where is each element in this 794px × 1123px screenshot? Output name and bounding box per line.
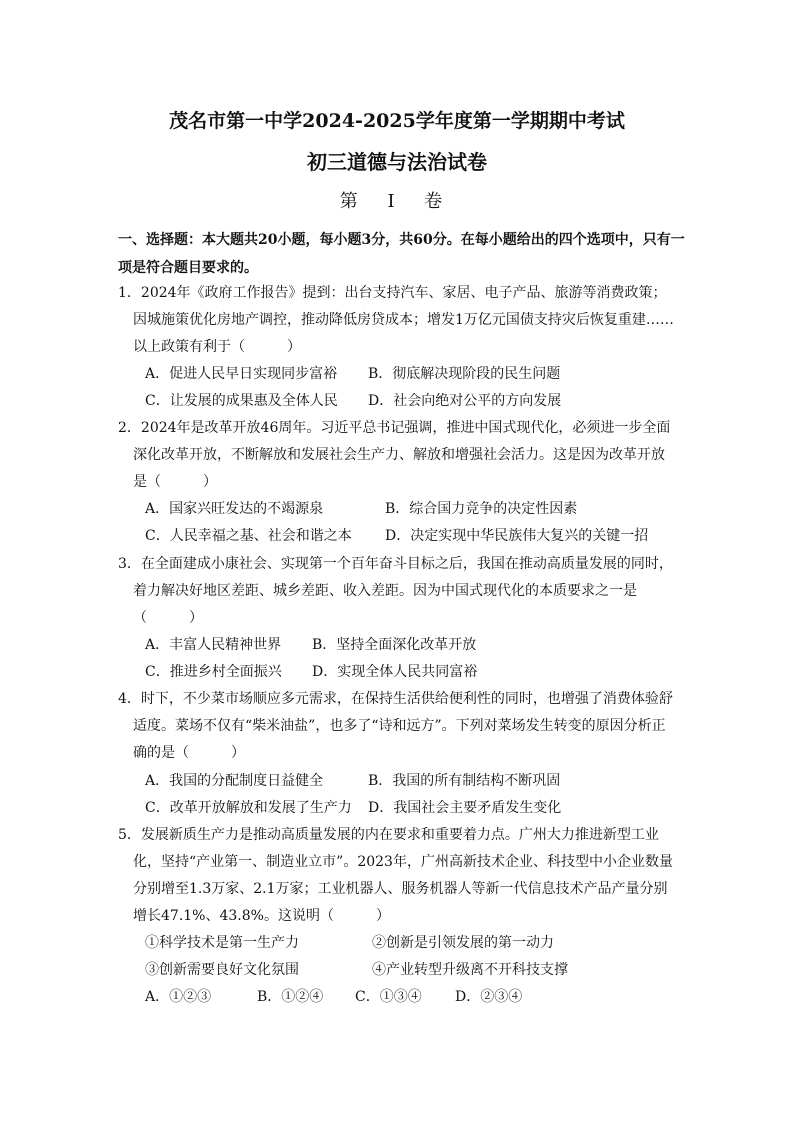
statement-4: ④产业转型升级离不开科技支撑	[372, 962, 568, 978]
option-d: D．实现全体人民共同富裕	[312, 664, 478, 680]
option-a: A．国家兴旺发达的不竭源泉	[145, 501, 324, 517]
question-stem: 5．发展新质生产力是推动高质量发展的内在要求和重要着力点。广州大力推进新型工业化，坚持“产业第一、制造业立市”。2023年，广州高新技术企业、科技型中小企业数量分别增至1.3万家、2.1万家；工业机器人、服务机器人等新一代信息技术产品产量分别增长47.1%、43.8%。这说明（ ）	[118, 827, 673, 924]
statement-3: ③创新需要良好文化氛围	[145, 962, 299, 978]
option-d: D．②③④	[455, 989, 523, 1005]
question-stem: 4．时下，不少菜市场顺应多元需求，在保持生活供给便利性的同时，也增强了消费体验舒适度。菜场不仅有“柴米油盐”，也多了“诗和远方”。下列对菜场发生转变的原因分析正确的是（ ）	[118, 691, 673, 761]
question-4	[118, 686, 678, 767]
option-c: C．①③④	[355, 989, 422, 1005]
option-b: B．①②④	[257, 989, 324, 1005]
option-c: C．人民幸福之基、社会和谐之本	[145, 528, 352, 544]
statement-2: ②创新是引领发展的第一动力	[372, 935, 554, 951]
question-stem: 1．2024年《政府工作报告》提到：出台支持汽车、家居、电子产品、旅游等消费政策；因城施策优化房地产调控，推动降低房贷成本；增发1万亿元国债支持灾后恢复重建……以上政策有利于（ ）	[118, 285, 674, 355]
question-3	[118, 551, 678, 632]
volume-label: 第 I 卷	[339, 191, 455, 212]
question-stem: 2．2024年是改革开放46周年。习近平总书记强调，推进中国式现代化，必须进一步全面深化改革开放，不断解放和发展社会生产力、解放和增强社会活力。这是因为改革开放是（ ）	[118, 420, 671, 490]
option-a: A．①②③	[145, 989, 212, 1005]
question-2	[118, 415, 678, 496]
option-c: C．让发展的成果惠及全体人民	[145, 393, 338, 409]
question-1	[118, 280, 678, 361]
option-b: B．综合国力竞争的决定性因素	[385, 501, 578, 517]
option-b: B．彻底解决现阶段的民生问题	[368, 366, 561, 382]
option-a: A．我国的分配制度日益健全	[145, 773, 324, 789]
option-d: D．决定实现中华民族伟大复兴的关键一招	[385, 528, 649, 544]
option-d: D．我国社会主要矛盾发生变化	[368, 800, 562, 816]
question-stem: 3．在全面建成小康社会、实现第一个百年奋斗目标之后，我国在推动高质量发展的同时，着力解决好地区差距、城乡差距、收入差距。因为中国式现代化的本质要求之一是（ ）	[118, 556, 673, 626]
option-c: C．推进乡村全面振兴	[145, 664, 282, 680]
option-c: C．改革开放解放和发展了生产力	[145, 800, 352, 816]
section-instructions: 一、选择题：本大题共20小题，每小题3分，共60分。在每小题给出的四个选项中，只有一项是符合题目要求的。	[118, 232, 685, 276]
option-d: D．社会向绝对公平的方向发展	[368, 393, 562, 409]
exam-subtitle: 初三道德与法治试卷	[307, 150, 487, 174]
option-b: B．坚持全面深化改革开放	[312, 637, 477, 653]
option-b: B．我国的所有制结构不断巩固	[368, 773, 561, 789]
statement-1: ①科学技术是第一生产力	[145, 935, 299, 951]
exam-title: 茂名市第一中学2024-2025学年度第一学期期中考试	[169, 110, 625, 132]
option-a: A．促进人民早日实现同步富裕	[145, 366, 338, 382]
option-a: A．丰富人民精神世界	[145, 637, 282, 653]
question-5	[118, 822, 678, 930]
